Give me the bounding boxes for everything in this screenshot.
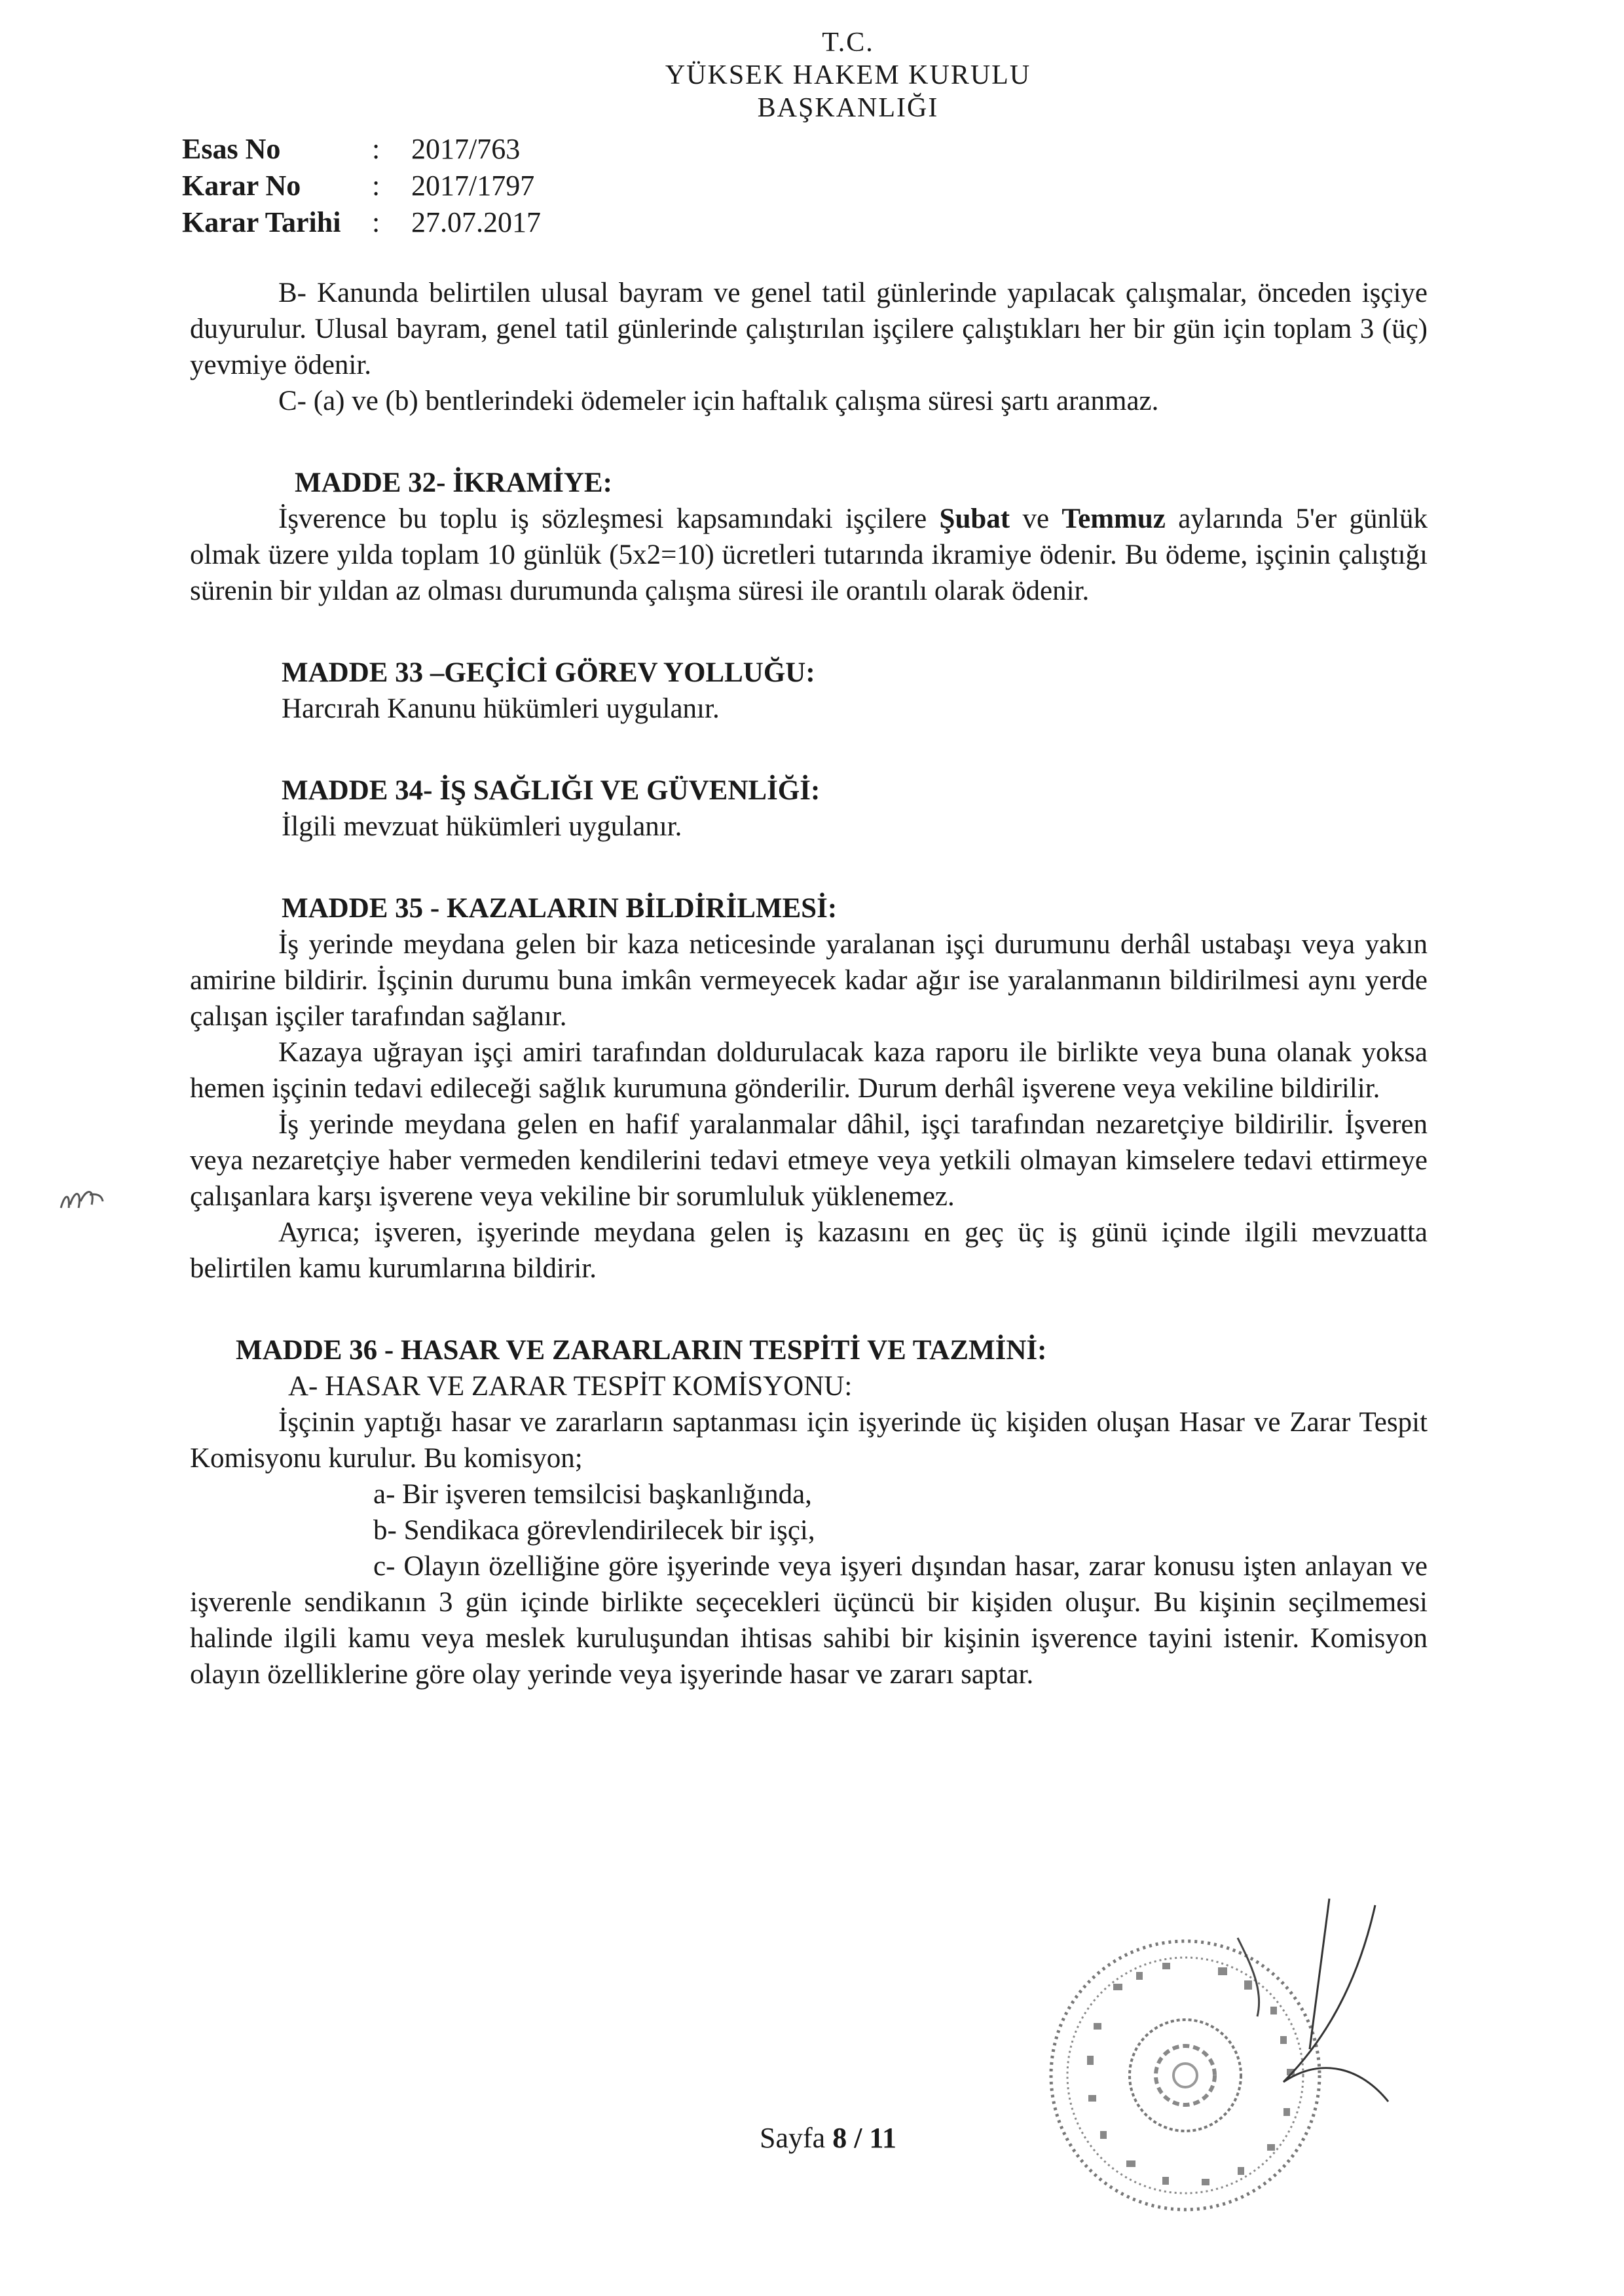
article-32-title: MADDE 32- İKRAMİYE: bbox=[295, 467, 612, 498]
page-current: 8 bbox=[832, 2122, 847, 2154]
article-35-p2: Kazaya uğrayan işçi amiri tarafından doldurulacak kaza raporu ile birlikte veya buna olanak yoksa hemen işçinin tedavi edileceği sağlık kurumuna gönderilir. Durum derhâl işverene veya vekiline bildirilir. bbox=[190, 1037, 1428, 1104]
article-32-subat: Şubat bbox=[939, 503, 1010, 534]
document-body bbox=[190, 275, 1428, 1692]
page-footer bbox=[760, 2121, 896, 2155]
karar-colon: : bbox=[372, 170, 380, 202]
sayfa-label: Sayfa bbox=[760, 2122, 833, 2154]
official-stamp-icon bbox=[1022, 1886, 1414, 2226]
article-34-text: İlgili mevzuat hükümleri uygulanır. bbox=[282, 811, 682, 842]
tarih-label: Karar Tarihi bbox=[182, 206, 341, 238]
tarih-colon: : bbox=[372, 206, 380, 238]
article-36-item-b: b- Sendikaca görevlendirilecek bir işçi, bbox=[373, 1515, 815, 1546]
esas-row bbox=[182, 131, 541, 168]
karar-row bbox=[182, 168, 541, 204]
tarih-value: 27.07.2017 bbox=[411, 206, 541, 238]
article-35-title: MADDE 35 - KAZALARIN BİLDİRİLMESİ: bbox=[282, 893, 838, 924]
article-32-text-a: İşverence bu toplu iş sözleşmesi kapsamındaki işçilere bbox=[278, 503, 940, 534]
article-34-title: MADDE 34- İŞ SAĞLIĞI VE GÜVENLİĞİ: bbox=[282, 775, 821, 806]
article-36-title: MADDE 36 - HASAR VE ZARARLARIN TESPİTİ VE TAZMİNİ: bbox=[236, 1335, 1047, 1366]
article-33-title: MADDE 33 –GEÇİCİ GÖREV YOLLUĞU: bbox=[282, 657, 815, 688]
article-33-text: Harcırah Kanunu hükümleri uygulanır. bbox=[282, 693, 720, 724]
article-36-item-c: c- Olayın özelliğine göre işyerinde veya işyeri dışından hasar, zarar konusu işten anlayan ve işverenle sendikanın 3 gün içinde birlikte seçecekleri üçüncü bir kişiden oluşur. Bu kişinin seçilmemesi halinde ilgili kamu veya meslek kuruluşundan ihtisas sahibi bir kişinin işverence tayini istenir. Komisyon olayın özelliklerine göre olay yerinde veya işyerinde hasar ve zararı saptar. bbox=[190, 1551, 1428, 1690]
article-35-p1: İş yerinde meydana gelen bir kaza neticesinde yaralanan işçi durumunu derhâl ustabaşı veya yakın amirine bildirir. İşçinin durumu buna imkân vermeyecek kadar ağır ise yaralanmanın bildirilmesi aynı yerde çalışan işçiler tarafından sağlanır. bbox=[190, 929, 1428, 1032]
article-35-p3: İş yerinde meydana gelen en hafif yaralanmalar dâhil, işçi tarafından nezaretçiye bildirilir. İşveren veya nezaretçiye haber vermeden kendilerini tedavi etmeye veya yetkili olmayan kimselere tedavi ettirmeye çalışanlara karşı işverene veya vekiline bir sorumluluk yüklenemez. bbox=[190, 1109, 1428, 1212]
case-meta bbox=[182, 131, 541, 241]
karar-value: 2017/1797 bbox=[411, 170, 535, 202]
article-32-text-b: aylarında 5'er günlük olmak üzere yılda toplam 10 günlük (5x2=10) ücretleri tutarında ikramiye ödenir. Bu ödeme, işçinin çalıştığı sürenin bir yıldan az olması durumunda çalışma süresi ile orantılı olarak ödenir. bbox=[190, 503, 1428, 606]
paragraph-b: B- Kanunda belirtilen ulusal bayram ve genel tatil günlerinde yapılacak çalışmalar, önceden işçiye duyurulur. Ulusal bayram, genel tatil günlerinde çalıştırılan işçilere çalıştıkları her bir gün için toplam 3 (üç) yevmiye ödenir. bbox=[190, 278, 1428, 380]
karar-label: Karar No bbox=[182, 170, 301, 202]
article-32-ve: ve bbox=[1010, 503, 1062, 534]
article-36-p1: İşçinin yaptığı hasar ve zararların saptanması için işyerinde üç kişiden oluşan Hasar ve Zarar Tespit Komisyonu kurulur. Bu komisyon; bbox=[190, 1407, 1428, 1474]
article-36-subtitle: A- HASAR VE ZARAR TESPİT KOMİSYONU: bbox=[288, 1371, 853, 1402]
initials-mark bbox=[56, 1175, 108, 1221]
article-32-temmuz: Temmuz bbox=[1061, 503, 1166, 534]
esas-colon: : bbox=[372, 133, 380, 165]
article-35-p4: Ayrıca; işveren, işyerinde meydana gelen iş kazasını en geç üç iş günü içinde ilgili mevzuatta belirtilen kamu kurumlarına bildirir. bbox=[190, 1217, 1428, 1284]
article-36-item-a: a- Bir işveren temsilcisi başkanlığında, bbox=[373, 1479, 812, 1510]
esas-label: Esas No bbox=[182, 133, 281, 165]
page-total: 11 bbox=[869, 2122, 896, 2154]
paragraph-c: C- (a) ve (b) bentlerindeki ödemeler için haftalık çalışma süresi şartı aranmaz. bbox=[278, 386, 1159, 416]
header-presidency: BAŞKANLIĞI bbox=[757, 93, 939, 123]
page-separator: / bbox=[847, 2122, 870, 2154]
header-tc: T.C. bbox=[822, 27, 874, 58]
esas-value: 2017/763 bbox=[411, 133, 521, 165]
document-header bbox=[0, 26, 1624, 124]
article-32-text bbox=[190, 501, 1428, 609]
header-institution: YÜKSEK HAKEM KURULU bbox=[665, 60, 1031, 90]
tarih-row bbox=[182, 204, 541, 241]
